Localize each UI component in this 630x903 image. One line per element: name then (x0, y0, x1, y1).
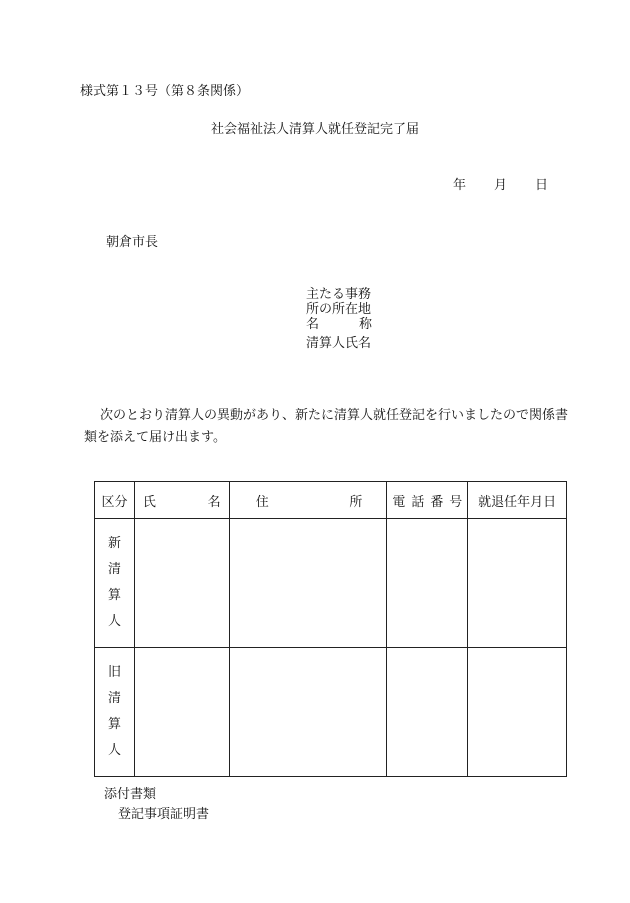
row-label-char: 清 (107, 691, 121, 706)
old-phone-cell[interactable] (387, 648, 468, 777)
office-address-label-1: 主たる事務 (306, 287, 372, 302)
header-address (229, 482, 387, 519)
liquidator-name-label: 清算人氏名 (306, 336, 372, 351)
header-date: 就退任年月日 (468, 482, 567, 519)
row-label-char: 人 (107, 743, 121, 758)
document-title: 社会福祉法人清算人就任登記完了届 (210, 122, 419, 137)
header-phone-char: 電 (392, 494, 406, 510)
table-header-row (95, 482, 567, 519)
name-label-char-1: 名 (306, 317, 320, 332)
new-phone-cell[interactable] (387, 519, 468, 648)
header-phone-char: 番 (430, 494, 444, 510)
row-label-char: 旧 (107, 665, 121, 680)
office-address-label-2: 所の所在地 (306, 302, 372, 317)
attachment-item: 登記事項証明書 (118, 807, 210, 822)
body-text: 次のとおり清算人の異動があり、新たに清算人就任登記を行いましたので関係書類を添えて届け出ます。 (84, 408, 569, 445)
date-year-label: 年 (453, 178, 467, 193)
liquidator-table (94, 481, 567, 777)
header-category: 区分 (95, 482, 135, 519)
name-label-char-2: 称 (358, 317, 372, 332)
old-address-cell[interactable] (229, 648, 387, 777)
new-date-cell[interactable] (468, 519, 567, 648)
corporate-name-label (306, 317, 372, 332)
row-label-char: 清 (107, 562, 121, 577)
addressee: 朝倉市長 (106, 235, 159, 250)
header-phone (387, 482, 468, 519)
header-name-char-2: 名 (207, 494, 221, 510)
old-name-cell[interactable] (134, 648, 229, 777)
date-day-label: 日 (535, 178, 549, 193)
header-address-char-2: 所 (349, 494, 363, 510)
date-month-label: 月 (494, 178, 508, 193)
form-number: 様式第１３号（第８条関係） (80, 84, 250, 99)
table-row-new (95, 519, 567, 648)
header-phone-char: 号 (449, 494, 463, 510)
row-label-old (95, 648, 135, 777)
header-name-char-1: 氏 (142, 494, 156, 510)
new-address-cell[interactable] (229, 519, 387, 648)
row-label-char: 算 (107, 717, 121, 732)
row-label-char: 新 (107, 536, 121, 551)
row-label-new (95, 519, 135, 648)
row-label-char: 算 (107, 588, 121, 603)
old-date-cell[interactable] (468, 648, 567, 777)
header-name (134, 482, 229, 519)
header-phone-char: 話 (411, 494, 425, 510)
new-name-cell[interactable] (134, 519, 229, 648)
body-paragraph (84, 405, 576, 449)
header-address-char-1: 住 (255, 494, 269, 510)
row-label-char: 人 (107, 614, 121, 629)
attachments-heading: 添付書類 (104, 787, 157, 802)
table-row-old (95, 648, 567, 777)
